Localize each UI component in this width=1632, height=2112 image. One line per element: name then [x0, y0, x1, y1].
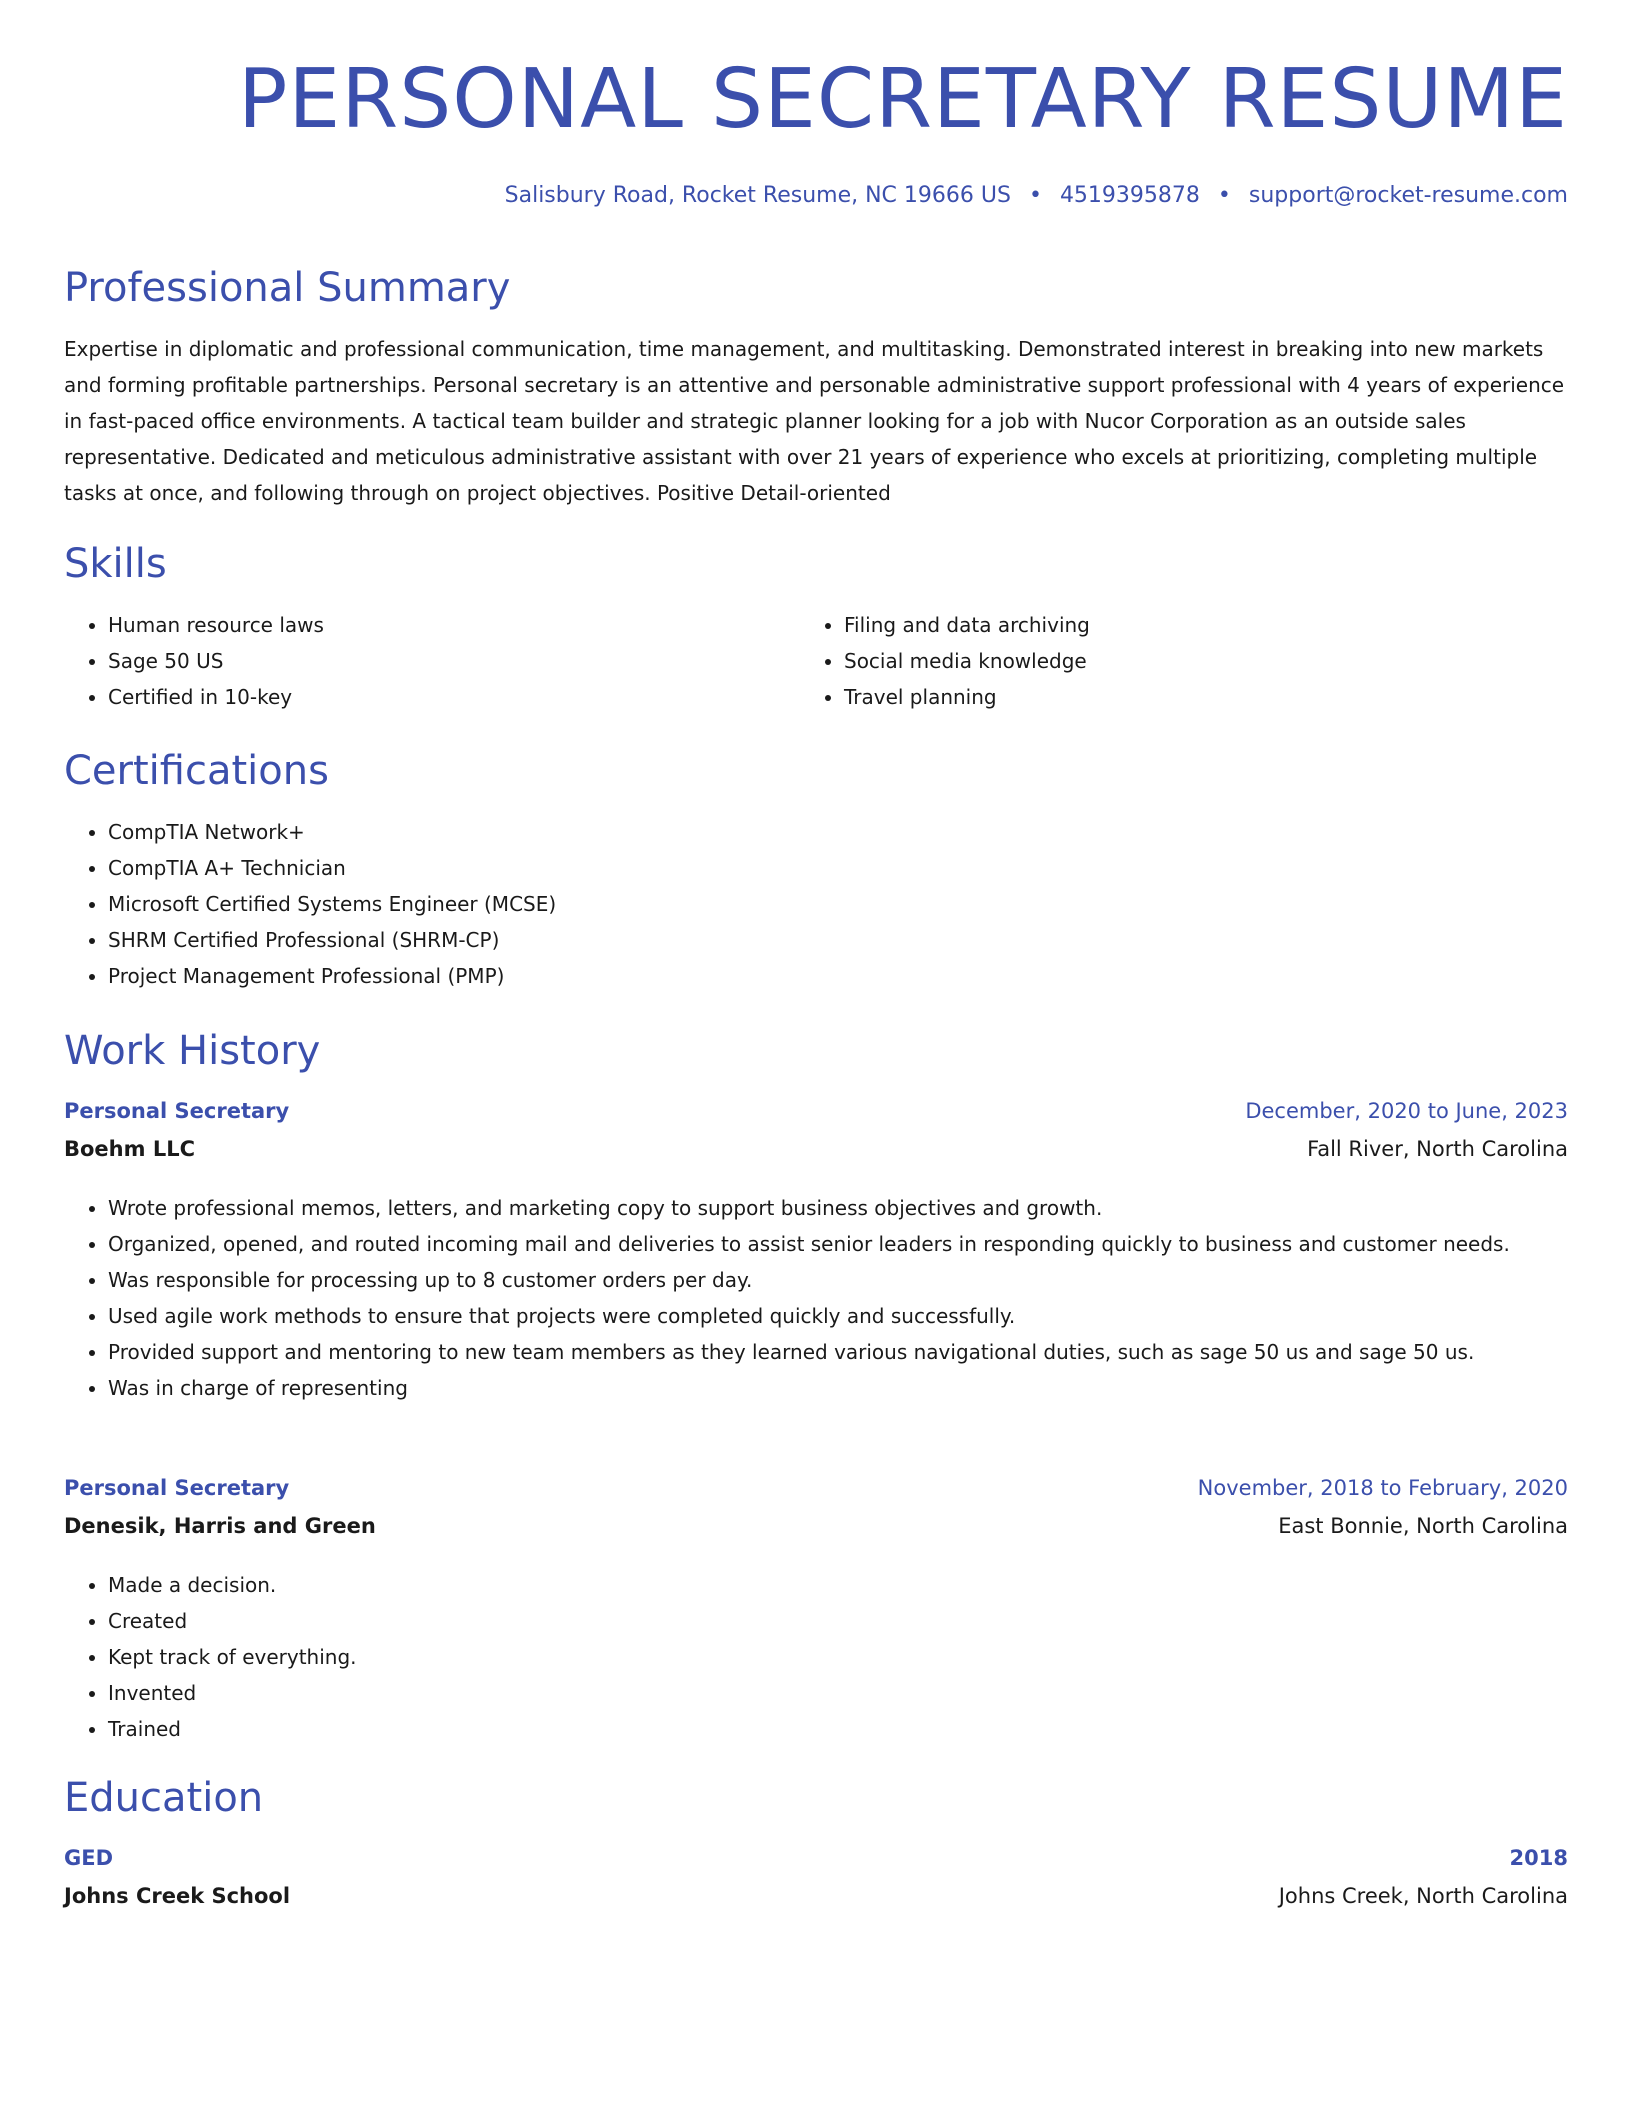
work-history-heading: Work History [64, 1028, 321, 1074]
list-item: • Travel planning [844, 679, 1090, 715]
school-name: Johns Creek School [64, 1884, 291, 1908]
education-school-row [64, 1884, 1568, 1920]
list-item: • Was responsible for processing up to 8 customer orders per day. [108, 1262, 1528, 1298]
job-header-row [64, 1099, 1568, 1135]
list-item: • Invented [108, 1675, 357, 1711]
certifications-heading: Certifications [64, 748, 329, 794]
graduation-year: 2018 [1509, 1846, 1568, 1870]
address: Salisbury Road, Rocket Resume, NC 19666 US [504, 183, 1011, 208]
skills-list-left [64, 607, 324, 715]
job-bullets [64, 1567, 357, 1747]
degree: GED [64, 1846, 114, 1870]
list-item: • Was in charge of representing [108, 1370, 1528, 1406]
company-name: Denesik, Harris and Green [64, 1514, 376, 1538]
list-item: • Filing and data archiving [844, 607, 1090, 643]
list-item: • CompTIA Network+ [108, 814, 556, 850]
list-item: • Project Management Professional (PMP) [108, 958, 556, 994]
job-location: Fall River, North Carolina [1307, 1137, 1568, 1161]
resume-title: PERSONAL SECRETARY RESUME [237, 52, 1568, 147]
summary-heading: Professional Summary [64, 265, 511, 311]
list-item: • Used agile work methods to ensure that projects were completed quickly and successfully. [108, 1298, 1528, 1334]
list-item: • Human resource laws [108, 607, 324, 643]
list-item: • Microsoft Certified Systems Engineer (MCSE) [108, 886, 556, 922]
list-item: • Wrote professional memos, letters, and marketing copy to support business objectives and growth. [108, 1190, 1528, 1226]
skills-list-right [800, 607, 1090, 715]
job-bullets [64, 1190, 1528, 1406]
job-location: East Bonnie, North Carolina [1278, 1514, 1568, 1538]
list-item: • Social media knowledge [844, 643, 1090, 679]
skills-heading: Skills [64, 541, 167, 587]
list-item: • Sage 50 US [108, 643, 324, 679]
job-header-row [64, 1476, 1568, 1512]
email-link[interactable]: support@rocket-resume.com [1248, 183, 1568, 208]
list-item: • Kept track of everything. [108, 1639, 357, 1675]
list-item: • Made a decision. [108, 1567, 357, 1603]
certifications-list [64, 814, 556, 994]
list-item: • Provided support and mentoring to new team members as they learned various navigational duties, such as sage 50 us and sage 50 us. [108, 1334, 1528, 1370]
job-company-row [64, 1137, 1568, 1173]
list-item: • Trained [108, 1711, 357, 1747]
school-location: Johns Creek, North Carolina [1278, 1884, 1568, 1908]
company-name: Boehm LLC [64, 1137, 195, 1161]
resume-page [64, 0, 1568, 2112]
list-item: • CompTIA A+ Technician [108, 850, 556, 886]
contact-line [505, 180, 1568, 212]
separator-dot: • [1217, 183, 1231, 208]
summary-text: Expertise in diplomatic and professional communication, time management, and multitasking. Demonstrated interest in breaking into new markets and forming profitable partnerships. Personal secretary is an attentive and personable administrative support professional with 4 years of experience in fast-paced office environments. A tactical team builder and strategic planner looking for a job with Nucor Corporation as an outside sales representative. Dedicated and meticulous administrative assistant with over 21 years of experience who excels at prioritizing, completing multiple tasks at once, and following through on project objectives. Positive Detail-oriented [64, 337, 1565, 505]
job-title: Personal Secretary [64, 1476, 290, 1500]
education-header-row [64, 1846, 1568, 1882]
list-item: • Organized, opened, and routed incoming mail and deliveries to assist senior leaders in responding quickly to business and customer needs. [108, 1226, 1528, 1262]
phone: 4519395878 [1059, 183, 1200, 208]
list-item: • SHRM Certified Professional (SHRM-CP) [108, 922, 556, 958]
education-heading: Education [64, 1775, 264, 1821]
list-item: • Certified in 10-key [108, 679, 324, 715]
job-dates: December, 2020 to June, 2023 [1245, 1099, 1568, 1123]
job-dates: November, 2018 to February, 2020 [1197, 1476, 1568, 1500]
list-item: • Created [108, 1603, 357, 1639]
job-title: Personal Secretary [64, 1099, 290, 1123]
separator-dot: • [1028, 183, 1042, 208]
job-company-row [64, 1514, 1568, 1550]
